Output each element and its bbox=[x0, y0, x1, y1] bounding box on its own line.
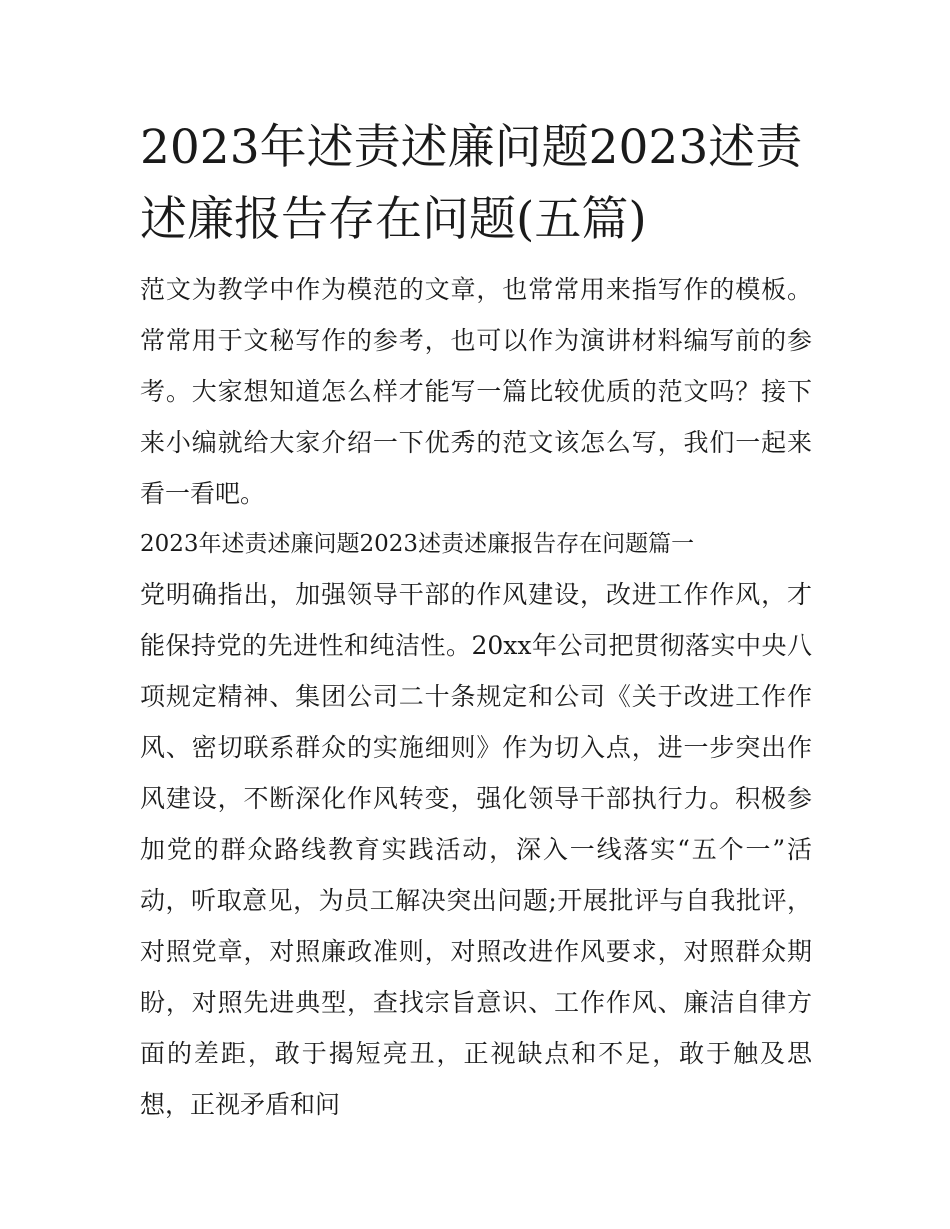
body-paragraph: 党明确指出，加强领导干部的作风建设，改进工作作风，才能保持党的先进性和纯洁性。20xx年公司把贯彻落实中央八项规定精神、集团公司二十条规定和公司《关于改进工作作风、密切联系群众的实施细则》作为切入点，进一步突出作风建设，不断深化作风转变，强化领导干部执行力。积极参加党的群众路线教育实践活动，深入一线落实“五个一”活动，听取意见，为员工解决突出问题;开展批评与自我批评，对照党章，对照廉政准则，对照改进作风要求，对照群众期盼，对照先进典型，查找宗旨意识、工作作风、廉洁自律方面的差距，敢于揭短亮丑，正视缺点和不足，敢于触及思想，正视矛盾和问 bbox=[140, 580, 812, 1119]
document-page bbox=[140, 112, 812, 1130]
section-heading: 2023年述责述廉问题2023述责述廉报告存在问题篇一 bbox=[140, 531, 695, 557]
document-title: 2023年述责述廉问题2023述责述廉报告存在问题(五篇) bbox=[140, 120, 803, 247]
intro-paragraph: 范文为教学中作为模范的文章，也常常用来指写作的模板。常常用于文秘写作的参考，也可以作为演讲材料编写前的参考。大家想知道怎么样才能写一篇比较优质的范文吗？接下来小编就给大家介绍一下优秀的范文该怎么写，我们一起来看一看吧。 bbox=[140, 275, 812, 508]
